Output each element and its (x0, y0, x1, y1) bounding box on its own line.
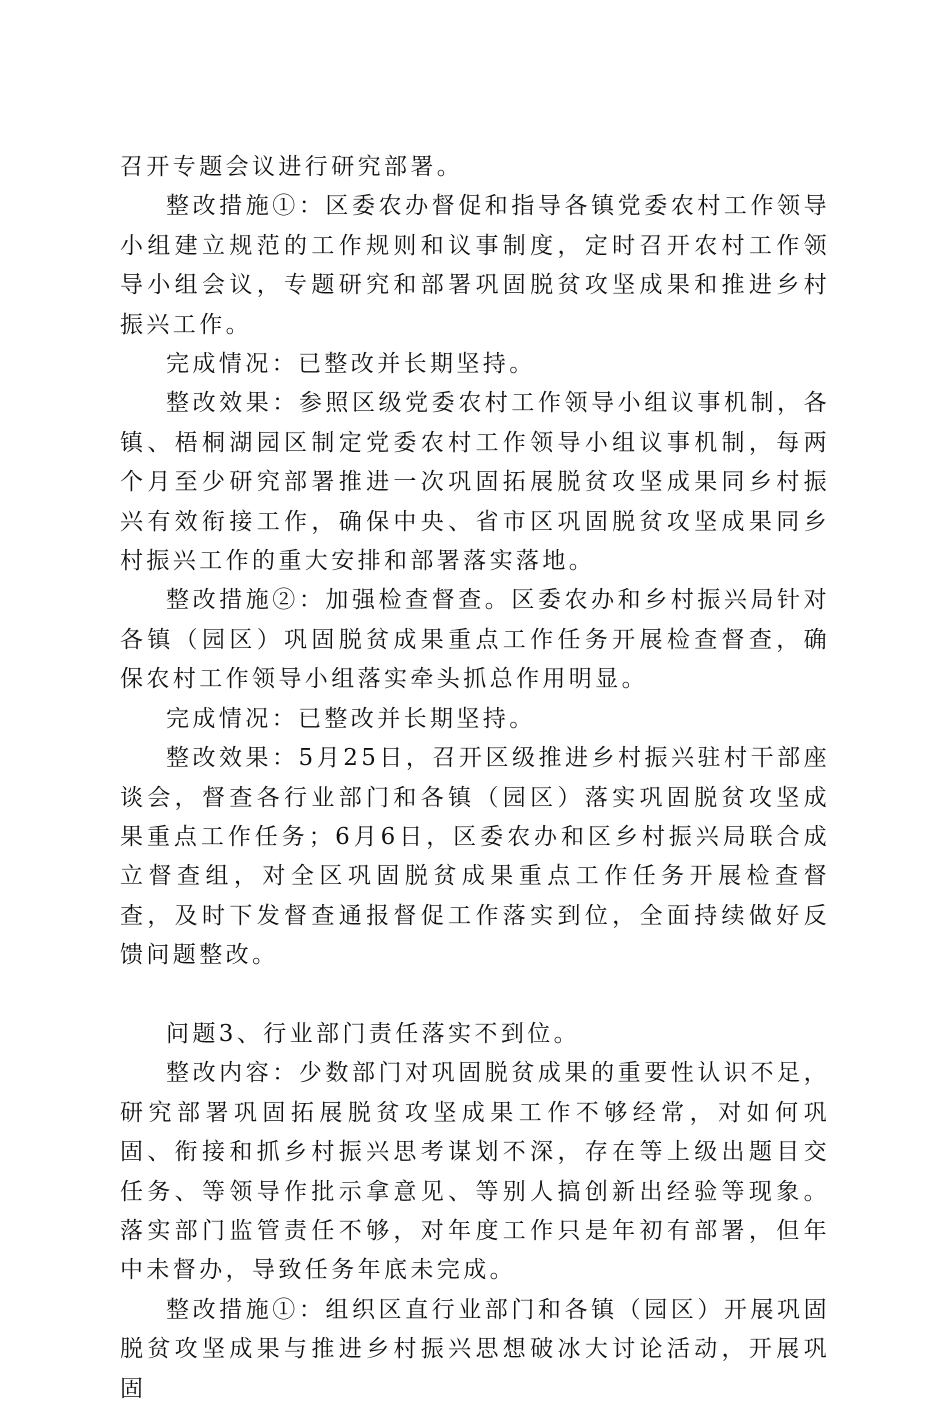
paragraph-measure-2: 整改措施②：加强检查督查。区委农办和乡村振兴局针对各镇（园区）巩固脱贫成果重点工作任务开展检查督查，确保农村工作领导小组落实牵头抓总作用明显。 (120, 587, 830, 693)
paragraph-status-2: 完成情况：已整改并长期坚持。 (166, 705, 536, 732)
document-body (120, 148, 830, 1409)
paragraph-status-1: 完成情况：已整改并长期坚持。 (166, 351, 536, 378)
paragraph-effect-1: 整改效果：参照区级党委农村工作领导小组议事机制，各镇、梧桐湖园区制定党委农村工作领导小组议事机制，每两个月至少研究部署推进一次巩固拓展脱贫攻坚成果同乡村振兴有效衔接工作，确保中央、省市区巩固脱贫攻坚成果同乡村振兴工作的重大安排和部署落实落地。 (120, 390, 830, 575)
paragraph-continuation: 召开专题会议进行研究部署。 (120, 154, 464, 180)
paragraph-issue-3-measure-1: 整改措施①：组织区直行业部门和各镇（园区）开展巩固脱贫攻坚成果与推进乡村振兴思想破冰大讨论活动，开展巩固 (120, 1296, 830, 1402)
paragraph-gap (120, 976, 830, 1015)
paragraph-measure-1: 整改措施①：区委农办督促和指导各镇党委农村工作领导小组建立规范的工作规则和议事制度，定时召开农村工作领导小组会议，专题研究和部署巩固脱贫攻坚成果和推进乡村振兴工作。 (120, 193, 830, 338)
paragraph-issue-3-heading: 问题3、行业部门责任落实不到位。 (166, 1020, 581, 1047)
paragraph-issue-3-content: 整改内容：少数部门对巩固脱贫成果的重要性认识不足，研究部署巩固拓展脱贫攻坚成果工作不够经常，对如何巩固、衔接和抓乡村振兴思考谋划不深，存在等上级出题目交任务、等领导作批示拿意见、等别人搞创新出经验等现象。落实部门监管责任不够，对年度工作只是年初有部署，但年中未督办，导致任务年底未完成。 (120, 1060, 830, 1284)
paragraph-effect-2: 整改效果：5月25日，召开区级推进乡村振兴驻村干部座谈会，督查各行业部门和各镇（园区）落实巩固脱贫攻坚成果重点工作任务；6月6日，区委农办和区乡村振兴局联合成立督查组，对全区巩固脱贫成果重点工作任务开展检查督查，及时下发督查通报督促工作落实到位，全面持续做好反馈问题整改。 (120, 745, 830, 969)
